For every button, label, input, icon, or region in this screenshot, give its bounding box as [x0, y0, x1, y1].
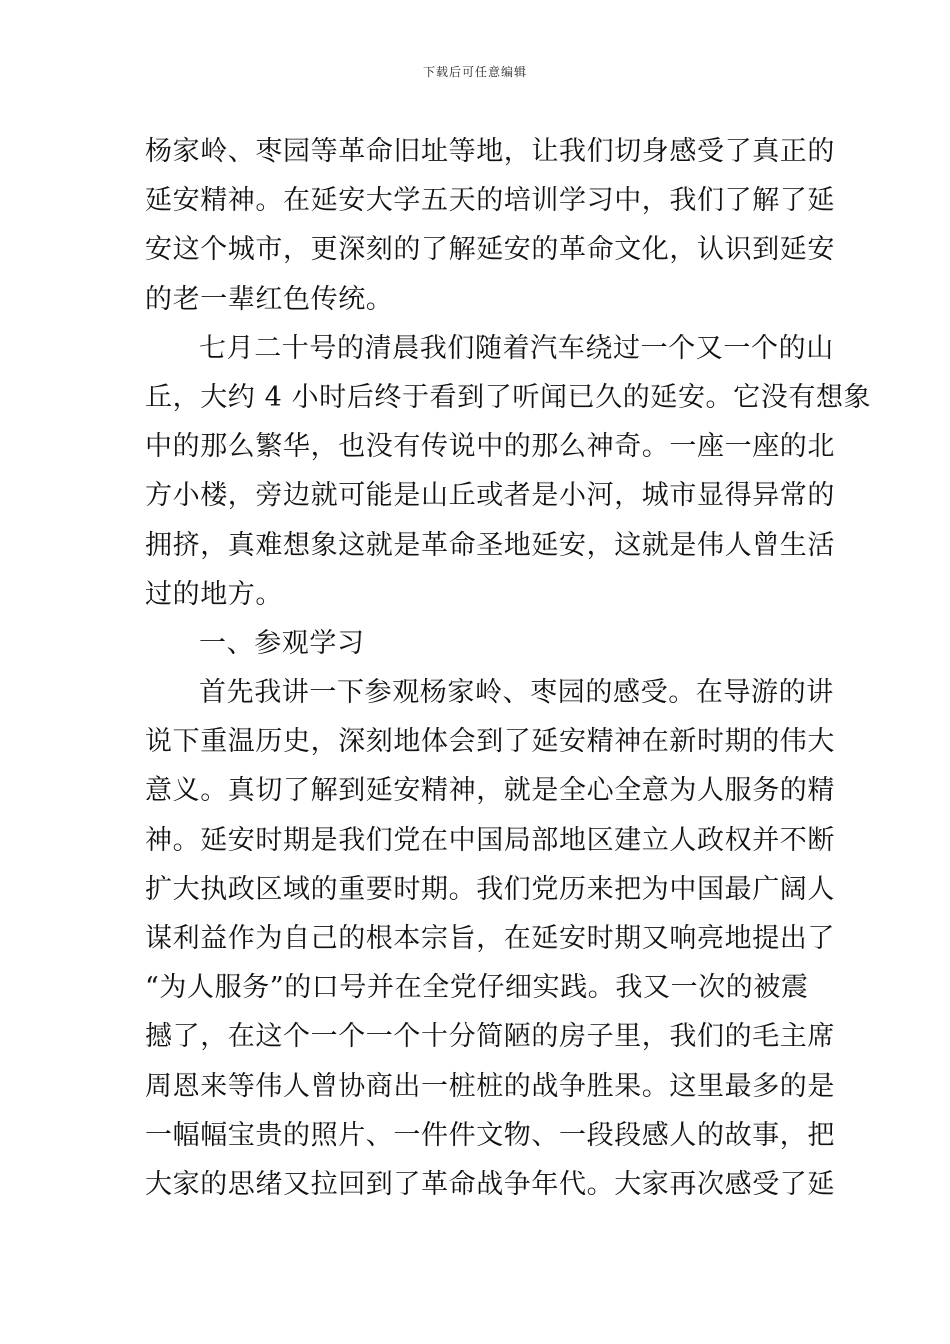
text-line: 的老一辈红色传统。: [145, 283, 394, 315]
paragraph-first-line: 首先我讲一下参观杨家岭、枣园的感受。在导游的讲: [199, 677, 834, 709]
text-line: 谋利益作为自己的根本宗旨，在延安时期又响亮地提出了: [145, 923, 835, 954]
paragraph-first-line: 七月二十号的清晨我们随着汽车绕过一个又一个的山: [199, 332, 834, 364]
text-line: 中的那么繁华，也没有传说中的那么神奇。一座一座的北: [145, 431, 835, 463]
text-line: 一幅幅宝贵的照片、一件件文物、一段段感人的故事，把: [145, 1119, 835, 1151]
text-line: 说下重温历史，深刻地体会到了延安精神在新时期的伟大: [145, 726, 835, 758]
text-line: 安这个城市，更深刻的了解延安的革命文化，认识到延安: [145, 234, 835, 266]
text-line: 拥挤，真难想象这就是革命圣地延安，这就是伟人曾生活: [145, 529, 835, 561]
text-line: 周恩来等伟人曾协商出一桩桩的战争胜果。这里最多的是: [145, 1070, 835, 1102]
text-line: 丘，大约 4 小时后终于看到了听闻已久的延安。它没有想象: [145, 381, 872, 413]
text-line: 撼了，在这个一个一个十分简陋的房子里，我们的毛主席: [145, 1021, 835, 1053]
section-heading: 一、参观学习: [199, 627, 365, 659]
text-line: “为人服务”的口号并在全党仔细实践。我又一次的被震: [145, 972, 809, 1004]
page-header: 下载后可任意编辑: [422, 65, 527, 79]
text-line: 过的地方。: [145, 578, 283, 610]
text-line: 延安精神。在延安大学五天的培训学习中，我们了解了延: [145, 185, 835, 217]
text-line: 神。延安时期是我们党在中国局部地区建立人政权并不断: [145, 824, 835, 856]
text-line: 扩大执政区域的重要时期。我们党历来把为中国最广阔人: [145, 873, 835, 905]
body-text: [145, 127, 872, 1209]
text-line: 方小楼，旁边就可能是山丘或者是小河，城市显得异常的: [145, 480, 835, 512]
text-line: 意义。真切了解到延安精神，就是全心全意为人服务的精: [145, 775, 835, 807]
text-line: 杨家岭、枣园等革命旧址等地，让我们切身感受了真正的: [145, 136, 835, 167]
text-line: 大家的思绪又拉回到了革命战争年代。大家再次感受了延: [145, 1168, 835, 1200]
